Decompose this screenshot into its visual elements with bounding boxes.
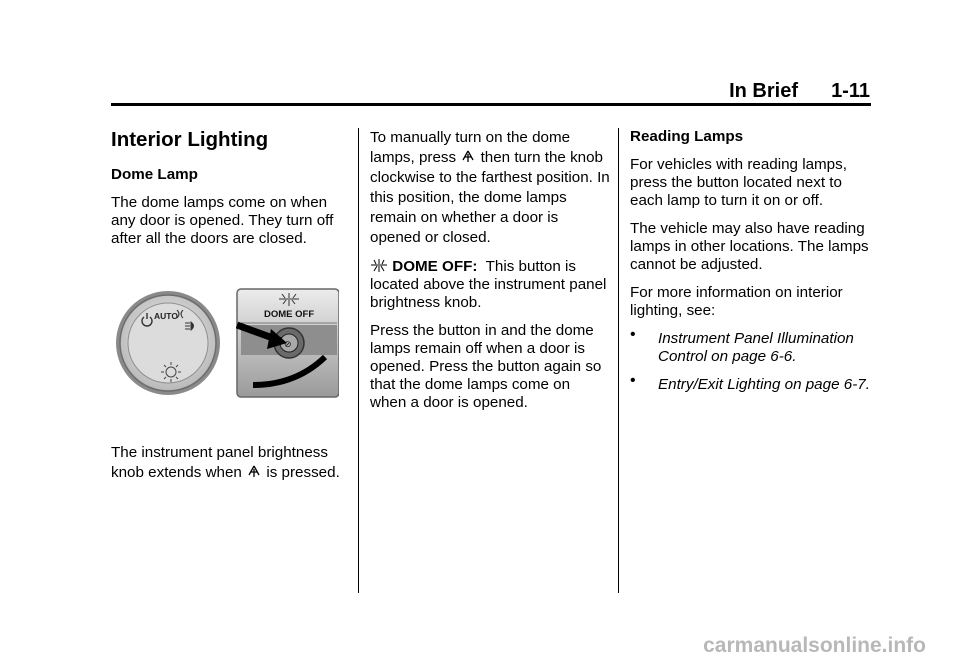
knob-symbol-icon: ⊘ <box>284 339 292 349</box>
reference-item-1 <box>630 326 870 366</box>
lighting-control-figure <box>111 285 339 401</box>
dome-lamp-knob-icon <box>246 463 262 479</box>
knob-extends-text-b: is pressed. <box>266 464 340 481</box>
dome-lamp-heading: Dome Lamp <box>111 166 198 183</box>
column-divider-2 <box>618 128 619 593</box>
dome-off-description: This button is located above the instrument panel brightness knob. <box>370 258 607 311</box>
press-button-paragraph: Press the button in and the dome lamps remain off when a door is opened. Press the button again so that the dome lamps come on when a door is opened. <box>370 322 602 411</box>
knob-extends-text-a: The instrument panel brightness knob extends when <box>111 444 328 481</box>
auto-label: AUTO <box>154 311 178 321</box>
reference-link-illumination[interactable]: Instrument Panel Illumination Control on page 6-6. <box>658 330 854 365</box>
knob-extends-paragraph <box>111 443 343 483</box>
reading-lamps-paragraph-2: The vehicle may also have reading lamps in other locations. The lamps cannot be adjusted. <box>630 220 869 273</box>
column-1 <box>111 128 341 258</box>
dome-off-term: DOME OFF: <box>392 258 478 275</box>
bullet-icon: • <box>630 326 636 343</box>
page-number: 1-11 <box>831 80 870 102</box>
dome-off-label: DOME OFF <box>264 309 315 320</box>
dome-off-icon <box>370 259 388 273</box>
section-title: In Brief <box>729 80 798 102</box>
headlamp-switch-illustration <box>111 285 339 401</box>
reading-lamps-heading: Reading Lamps <box>630 128 744 145</box>
column-1-lower <box>111 443 343 493</box>
page-title: Interior Lighting <box>111 128 269 151</box>
reference-item-2 <box>630 372 870 394</box>
page-header <box>0 80 870 102</box>
more-info-paragraph: For more information on interior lighting, see: <box>630 284 843 319</box>
dome-lamp-knob-icon <box>460 148 476 164</box>
dome-off-paragraph <box>370 258 610 312</box>
column-divider-1 <box>358 128 359 593</box>
dome-lamp-paragraph: The dome lamps come on when any door is opened. They turn off after all the doors are closed. <box>111 194 334 247</box>
manual-dome-text-b: then turn the knob clockwise to the farthest position. In this position, the dome lamps remain on whether a door is opened or closed. <box>370 149 610 246</box>
manual-dome-text-a: To manually turn on the dome lamps, press <box>370 129 571 166</box>
headlamp-icon <box>185 322 194 330</box>
column-2 <box>370 128 610 422</box>
reading-lamps-paragraph-1: For vehicles with reading lamps, press the button located next to each lamp to turn it on or off. <box>630 156 847 209</box>
bullet-icon: • <box>630 372 636 389</box>
watermark: carmanualsonline.info <box>703 634 926 657</box>
manual-dome-paragraph <box>370 128 610 248</box>
header-rule <box>111 103 871 106</box>
column-3 <box>630 128 870 404</box>
reference-link-entry-exit[interactable]: Entry/Exit Lighting on page 6-7. <box>658 376 870 393</box>
